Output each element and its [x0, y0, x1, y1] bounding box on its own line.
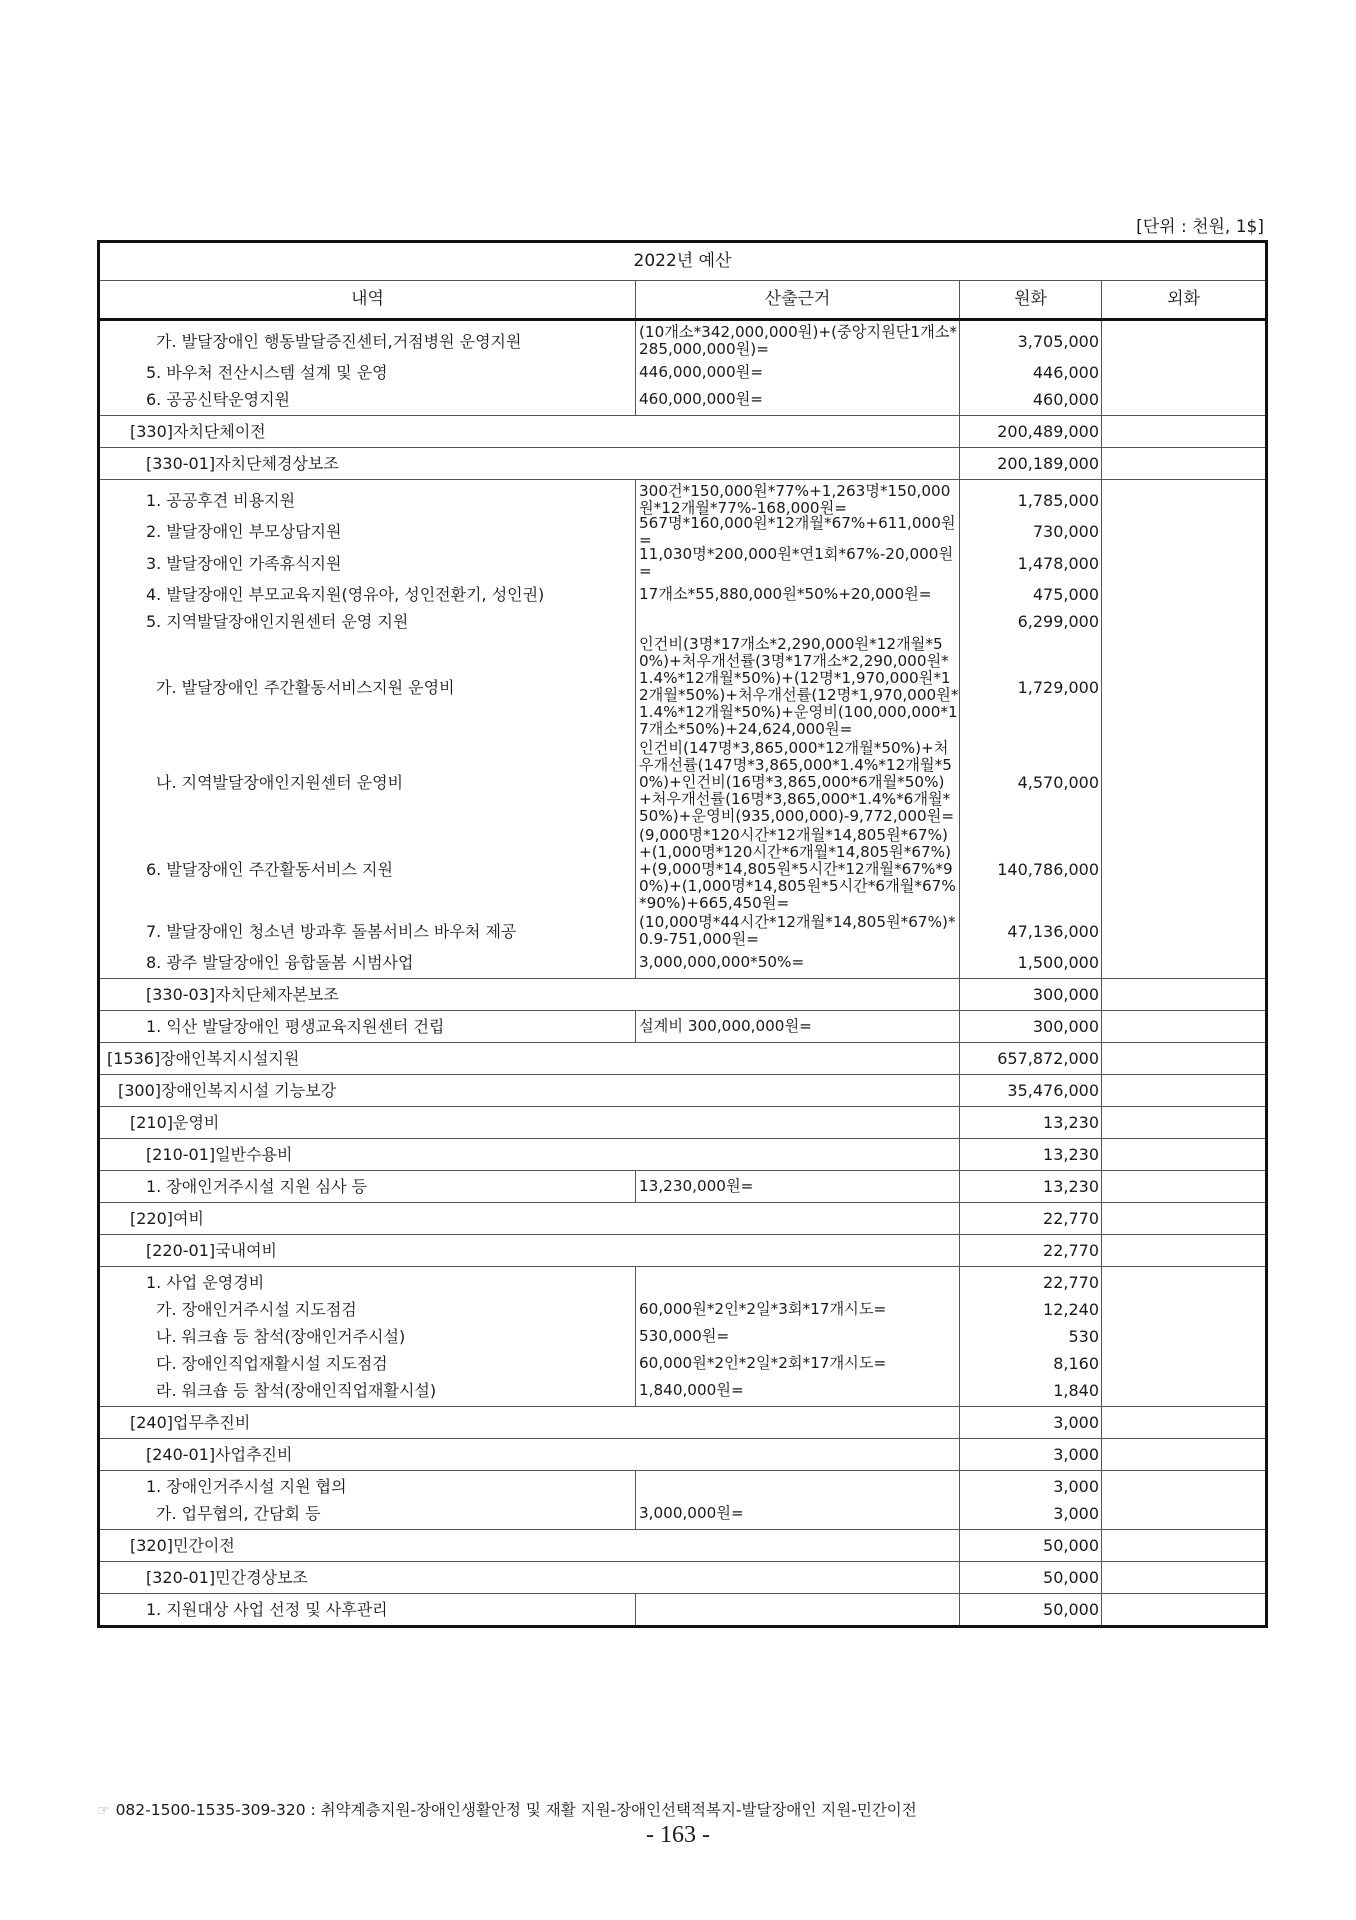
table-row-group [99, 1267, 1267, 1407]
row-basis: 3,000,000,000*50%= [639, 953, 805, 971]
krw-cell [960, 1594, 1102, 1627]
krw-cell [960, 1267, 1102, 1407]
row-label: [330-03]자치단체자본보조 [99, 979, 960, 1011]
basis-cell [636, 1471, 960, 1530]
basis-cell [636, 320, 960, 416]
krw-cell [960, 1471, 1102, 1530]
row-label: [1536]장애인복지시설지원 [99, 1043, 960, 1075]
table-row-group [99, 1471, 1267, 1530]
row-label: [210-01]일반수용비 [99, 1139, 960, 1171]
row-krw-amount: 1,729,000 [1017, 677, 1099, 697]
foreign-cell [1102, 320, 1267, 416]
row-label: 가. 발달장애인 행동발달증진센터,거점병원 운영지원 [156, 331, 522, 351]
row-basis: 인건비(147명*3,865,000*12개월*50%)+처우개선률(147명*3,865,000*1.4%*12개월*50%)+인건비(16명*3,865,000*6개월*50%)+처우개선률(16명*3,865,000*1.4%*6개월*50%)+운영비(935,000,000)-9,772,000원= [639, 739, 955, 825]
row-krw-amount: 657,872,000 [960, 1043, 1102, 1075]
table-row [99, 1139, 1267, 1171]
row-krw-amount: 13,230 [1043, 1177, 1099, 1196]
table-title-row [99, 242, 1267, 281]
row-label: [220]여비 [99, 1203, 960, 1235]
row-krw-amount: 8,160 [1053, 1354, 1099, 1373]
table-row-group [99, 320, 1267, 416]
row-label: [220-01]국내여비 [99, 1235, 960, 1267]
row-label: 7. 발달장애인 청소년 방과후 돌봄서비스 바우처 제공 [146, 921, 517, 941]
row-basis: (9,000명*120시간*12개월*14,805원*67%)+(1,000명*120시간*6개월*14,805원*67%)+(9,000명*14,805원*5시간*12개월*67%*90%)+(1,000명*14,805원*5시간*6개월*67%*90%)+665,450원= [639, 826, 956, 912]
budget-code-footer [97, 1798, 917, 1820]
row-label: [320]민간이전 [99, 1530, 960, 1562]
details-cell [99, 1171, 636, 1203]
details-cell [99, 1011, 636, 1043]
row-basis: (10개소*342,000,000원)+(중앙지원단1개소*285,000,000원)= [639, 323, 958, 358]
row-foreign-amount [1102, 979, 1267, 1011]
row-krw-amount: 3,000 [960, 1407, 1102, 1439]
row-basis [636, 1269, 959, 1296]
row-krw-amount: 3,000 [1053, 1477, 1099, 1496]
row-label: 4. 발달장애인 부모교육지원(영유아, 성인전환기, 성인권) [146, 585, 545, 604]
row-krw-amount: 6,299,000 [1017, 612, 1099, 631]
row-krw-amount: 3,000 [960, 1439, 1102, 1471]
row-krw-amount: 35,476,000 [960, 1075, 1102, 1107]
row-krw-amount: 22,770 [960, 1203, 1102, 1235]
details-cell [99, 1594, 636, 1627]
row-foreign-amount [1102, 1139, 1267, 1171]
row-label: 가. 장애인거주시설 지도점검 [156, 1300, 357, 1319]
row-label: 1. 지원대상 사업 선정 및 사후관리 [146, 1600, 388, 1619]
row-basis [636, 1596, 959, 1623]
details-cell [99, 320, 636, 416]
row-foreign-amount [1102, 1235, 1267, 1267]
row-basis: 11,030명*200,000원*연1회*67%-20,000원= [639, 545, 954, 580]
krw-cell [960, 1171, 1102, 1203]
row-label: 6. 공공신탁운영지원 [146, 390, 290, 409]
foreign-cell [1102, 1471, 1267, 1530]
row-krw-amount: 3,000 [1053, 1504, 1099, 1523]
row-foreign-amount [1102, 416, 1267, 448]
row-basis: (10,000명*44시간*12개월*14,805원*67%)*0.9-751,000원= [639, 913, 956, 948]
row-basis: 567명*160,000원*12개월*67%+611,000원= [639, 513, 956, 549]
table-row-group [99, 480, 1267, 979]
table-row [99, 1235, 1267, 1267]
header-details: 내역 [99, 281, 636, 320]
table-header-row [99, 281, 1267, 320]
pointing-hand-icon: ☞ [97, 1803, 110, 1819]
row-krw-amount: 13,230 [960, 1107, 1102, 1139]
row-krw-amount: 47,136,000 [1007, 921, 1099, 941]
basis-cell [636, 480, 960, 979]
details-cell [99, 1267, 636, 1407]
row-label: 5. 지역발달장애인지원센터 운영 지원 [146, 612, 409, 631]
row-label: 1. 익산 발달장애인 평생교육지원센터 건립 [146, 1017, 445, 1036]
basis-cell [636, 1011, 960, 1043]
row-krw-amount: 730,000 [1032, 522, 1099, 541]
row-foreign-amount [1102, 1075, 1267, 1107]
row-label: 3. 발달장애인 가족휴식지원 [146, 553, 342, 573]
row-basis: 설계비 300,000,000원= [639, 1017, 812, 1035]
details-cell [99, 480, 636, 979]
row-label: 가. 업무협의, 간담회 등 [156, 1504, 321, 1523]
row-label: [300]장애인복지시설 기능보강 [99, 1075, 960, 1107]
row-label: 가. 발달장애인 주간활동서비스지원 운영비 [156, 677, 455, 697]
table-row-group [99, 1594, 1267, 1627]
row-krw-amount: 200,489,000 [960, 416, 1102, 448]
row-basis: 460,000,000원= [639, 390, 764, 408]
header-basis: 산출근거 [636, 281, 960, 320]
row-foreign-amount [1102, 1203, 1267, 1235]
foreign-cell [1102, 480, 1267, 979]
row-label: [330]자치단체이전 [99, 416, 960, 448]
row-basis: 60,000원*2인*2일*2회*17개시도= [639, 1354, 887, 1372]
table-row [99, 1407, 1267, 1439]
row-label: 5. 바우처 전산시스템 설계 및 운영 [146, 363, 388, 382]
row-label: [210]운영비 [99, 1107, 960, 1139]
foreign-cell [1102, 1011, 1267, 1043]
row-krw-amount: 475,000 [1032, 585, 1099, 604]
row-basis: 446,000,000원= [639, 363, 764, 381]
row-basis: 300건*150,000원*77%+1,263명*150,000원*12개월*77%-168,000원= [639, 482, 951, 517]
row-krw-amount: 460,000 [1032, 390, 1099, 409]
header-foreign: 외화 [1102, 281, 1267, 320]
basis-cell [636, 1594, 960, 1627]
row-krw-amount: 4,570,000 [1017, 773, 1099, 792]
table-row [99, 1107, 1267, 1139]
page-number: - 163 - [646, 1822, 710, 1848]
row-foreign-amount [1102, 1562, 1267, 1594]
row-krw-amount: 3,705,000 [1017, 331, 1099, 351]
table-row [99, 1043, 1267, 1075]
row-foreign-amount [1102, 1439, 1267, 1471]
row-label: 8. 광주 발달장애인 융합돌봄 시범사업 [146, 953, 414, 972]
header-krw: 원화 [960, 281, 1102, 320]
table-title: 2022년 예산 [99, 242, 1267, 281]
unit-label: [단위 : 천원, 1$] [1136, 217, 1264, 237]
foreign-cell [1102, 1594, 1267, 1627]
row-label: 라. 워크숍 등 참석(장애인직업재활시설) [156, 1381, 437, 1400]
row-krw-amount: 140,786,000 [997, 860, 1099, 879]
row-basis [636, 1473, 959, 1500]
row-label: 1. 사업 운영경비 [146, 1273, 265, 1292]
row-krw-amount: 50,000 [1043, 1600, 1099, 1619]
row-basis [636, 608, 959, 635]
row-krw-amount: 13,230 [960, 1139, 1102, 1171]
row-krw-amount: 1,785,000 [1017, 490, 1099, 510]
row-krw-amount: 22,770 [960, 1235, 1102, 1267]
krw-cell [960, 480, 1102, 979]
row-krw-amount: 446,000 [1032, 363, 1099, 382]
krw-cell [960, 1011, 1102, 1043]
row-krw-amount: 50,000 [960, 1530, 1102, 1562]
table-row-group [99, 1171, 1267, 1203]
row-foreign-amount [1102, 1530, 1267, 1562]
row-krw-amount: 300,000 [1032, 1017, 1099, 1036]
table-row [99, 1075, 1267, 1107]
row-basis: 17개소*55,880,000원*50%+20,000원= [639, 585, 932, 603]
row-label: 1. 장애인거주시설 지원 심사 등 [146, 1177, 368, 1196]
table-row [99, 1530, 1267, 1562]
row-foreign-amount [1102, 1107, 1267, 1139]
row-label: 나. 지역발달장애인지원센터 운영비 [156, 773, 404, 792]
row-label: 1. 공공후견 비용지원 [146, 490, 296, 510]
row-basis: 3,000,000원= [639, 1504, 744, 1522]
table-row [99, 979, 1267, 1011]
row-label: 1. 장애인거주시설 지원 협의 [146, 1477, 347, 1496]
budget-code-text: 082-1500-1535-309-320 : 취약계층지원-장애인생활안정 및 재활 지원-장애인선택적복지-발달장애인 지원-민간이전 [115, 1801, 917, 1819]
row-label: 2. 발달장애인 부모상담지원 [146, 522, 342, 541]
row-foreign-amount [1102, 448, 1267, 480]
row-basis: 인건비(3명*17개소*2,290,000원*12개월*50%)+처우개선률(3명*17개소*2,290,000원*1.4%*12개월*50%)+(12명*1,970,000원*12개월*50%)+처우개선률(12명*1,970,000원*1.4%*12개월*50%)+운영비(100,000,000*17개소*50%)+24,624,000원= [639, 635, 959, 738]
basis-cell [636, 1267, 960, 1407]
row-basis: 530,000원= [639, 1327, 730, 1345]
row-krw-amount: 1,500,000 [1017, 953, 1099, 972]
foreign-cell [1102, 1171, 1267, 1203]
row-label: [240]업무추진비 [99, 1407, 960, 1439]
row-foreign-amount [1102, 1043, 1267, 1075]
details-cell [99, 1471, 636, 1530]
table-row-group [99, 1011, 1267, 1043]
table-row [99, 1203, 1267, 1235]
row-label: [330-01]자치단체경상보조 [99, 448, 960, 480]
row-krw-amount: 300,000 [960, 979, 1102, 1011]
table-row [99, 416, 1267, 448]
row-krw-amount: 530 [1068, 1327, 1099, 1346]
row-krw-amount: 50,000 [960, 1562, 1102, 1594]
basis-cell [636, 1171, 960, 1203]
row-foreign-amount [1102, 1407, 1267, 1439]
budget-table [97, 240, 1268, 1628]
row-basis: 60,000원*2인*2일*3회*17개시도= [639, 1300, 887, 1318]
row-krw-amount: 200,189,000 [960, 448, 1102, 480]
row-label: [320-01]민간경상보조 [99, 1562, 960, 1594]
row-label: 6. 발달장애인 주간활동서비스 지원 [146, 860, 393, 879]
table-row [99, 1439, 1267, 1471]
row-krw-amount: 22,770 [1043, 1273, 1099, 1292]
table-row [99, 448, 1267, 480]
table-row [99, 1562, 1267, 1594]
row-label: [240-01]사업추진비 [99, 1439, 960, 1471]
row-label: 나. 워크숍 등 참석(장애인거주시설) [156, 1327, 406, 1346]
row-krw-amount: 12,240 [1043, 1300, 1099, 1319]
row-krw-amount: 1,840 [1053, 1381, 1099, 1400]
row-krw-amount: 1,478,000 [1017, 553, 1099, 573]
row-label: 다. 장애인직업재활시설 지도점검 [156, 1354, 388, 1373]
krw-cell [960, 320, 1102, 416]
foreign-cell [1102, 1267, 1267, 1407]
row-basis: 13,230,000원= [639, 1177, 754, 1195]
row-basis: 1,840,000원= [639, 1381, 744, 1399]
